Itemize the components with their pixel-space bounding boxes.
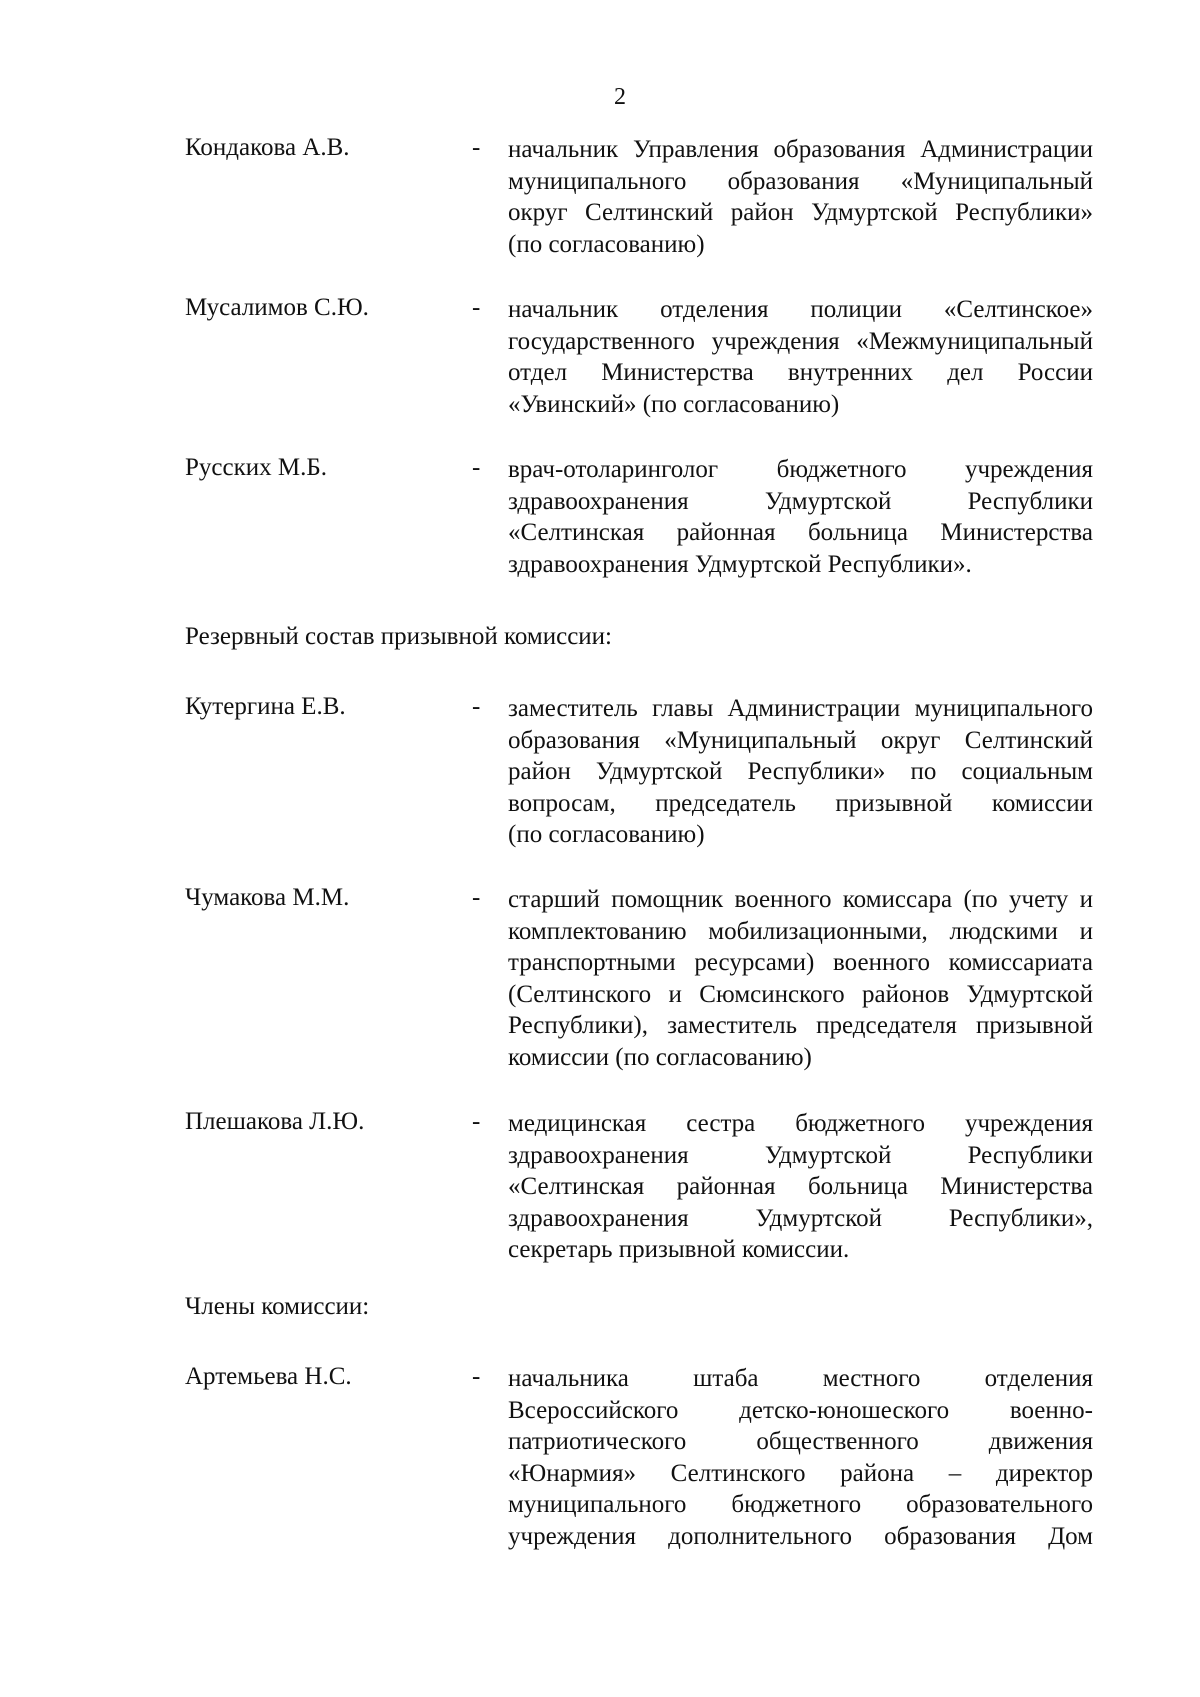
position-line: «Селтинская районная больница Министерства bbox=[508, 1173, 1093, 1201]
member-dash: - bbox=[472, 454, 481, 481]
position-line: здравоохранения Удмуртской Республики», bbox=[508, 1204, 1093, 1232]
position-line: здравоохранения Удмуртской Республики». bbox=[508, 550, 972, 578]
position-line: Республики), заместитель председателя призывной bbox=[508, 1012, 1093, 1040]
position-line: Всероссийского детско-юношеского военно- bbox=[508, 1396, 1093, 1424]
member-name: Кутергина Е.В. bbox=[185, 693, 346, 720]
position-line: отдел Министерства внутренних дел России bbox=[508, 359, 1093, 387]
member-position bbox=[508, 884, 1093, 1074]
member-dash: - bbox=[472, 884, 481, 911]
position-line: комиссии (по согласованию) bbox=[508, 1043, 812, 1071]
position-line: начальника штаба местного отделения bbox=[508, 1365, 1093, 1392]
member-position bbox=[508, 693, 1093, 851]
position-line: «Селтинская районная больница Министерства bbox=[508, 519, 1093, 547]
member-dash: - bbox=[472, 1108, 481, 1135]
position-line: секретарь призывной комиссии. bbox=[508, 1236, 850, 1264]
position-line: муниципального образования «Муниципальный bbox=[508, 167, 1093, 195]
member-dash: - bbox=[472, 693, 481, 720]
position-line: государственного учреждения «Межмуниципальный bbox=[508, 327, 1093, 355]
members-heading: Члены комиссии: bbox=[185, 1293, 370, 1320]
position-line: (по согласованию) bbox=[508, 821, 705, 849]
position-line: образования «Муниципальный округ Селтинский bbox=[508, 726, 1093, 754]
position-line: район Удмуртской Республики» по социальным bbox=[508, 758, 1093, 786]
member-dash: - bbox=[472, 294, 481, 321]
position-line: (по согласованию) bbox=[508, 230, 705, 258]
position-line: здравоохранения Удмуртской Республики bbox=[508, 487, 1093, 515]
member-position bbox=[508, 1108, 1093, 1266]
member-name: Мусалимов С.Ю. bbox=[185, 294, 369, 321]
position-line: «Юнармия» Селтинского района – директор bbox=[508, 1459, 1093, 1487]
member-position bbox=[508, 454, 1093, 580]
position-line: заместитель главы Администрации муниципального bbox=[508, 695, 1093, 722]
position-line: медицинская сестра бюджетного учреждения bbox=[508, 1110, 1093, 1137]
member-name: Русских М.Б. bbox=[185, 454, 327, 481]
position-line: старший помощник военного комиссара (по учету и bbox=[508, 886, 1093, 913]
member-name: Чумакова М.М. bbox=[185, 884, 350, 911]
member-name: Кондакова А.В. bbox=[185, 134, 350, 161]
position-line: здравоохранения Удмуртской Республики bbox=[508, 1141, 1093, 1169]
member-dash: - bbox=[472, 1363, 481, 1390]
position-line: муниципального бюджетного образовательного bbox=[508, 1491, 1093, 1519]
position-line: комплектованию мобилизационными, людскими и bbox=[508, 917, 1093, 945]
member-position bbox=[508, 134, 1093, 260]
position-line: начальник отделения полиции «Селтинское» bbox=[508, 296, 1093, 323]
member-name: Плешакова Л.Ю. bbox=[185, 1108, 365, 1135]
position-line: «Увинский» (по согласованию) bbox=[508, 390, 840, 418]
position-line: учреждения дополнительного образования Дом bbox=[508, 1522, 1093, 1550]
position-line: врач-отоларинголог бюджетного учреждения bbox=[508, 456, 1093, 483]
position-line: патриотического общественного движения bbox=[508, 1428, 1093, 1456]
position-line: начальник Управления образования Администрации bbox=[508, 136, 1093, 163]
member-position bbox=[508, 1363, 1093, 1553]
position-line: (Селтинского и Сюмсинского районов Удмуртской bbox=[508, 980, 1093, 1008]
position-line: вопросам, председатель призывной комиссии bbox=[508, 789, 1093, 817]
member-dash: - bbox=[472, 134, 481, 161]
page-number: 2 bbox=[614, 84, 626, 110]
position-line: транспортными ресурсами) военного комиссариата bbox=[508, 949, 1093, 977]
member-name: Артемьева Н.С. bbox=[185, 1363, 352, 1390]
member-position bbox=[508, 294, 1093, 420]
reserve-heading: Резервный состав призывной комиссии: bbox=[185, 623, 612, 650]
position-line: округ Селтинский район Удмуртской Республики» bbox=[508, 199, 1093, 227]
